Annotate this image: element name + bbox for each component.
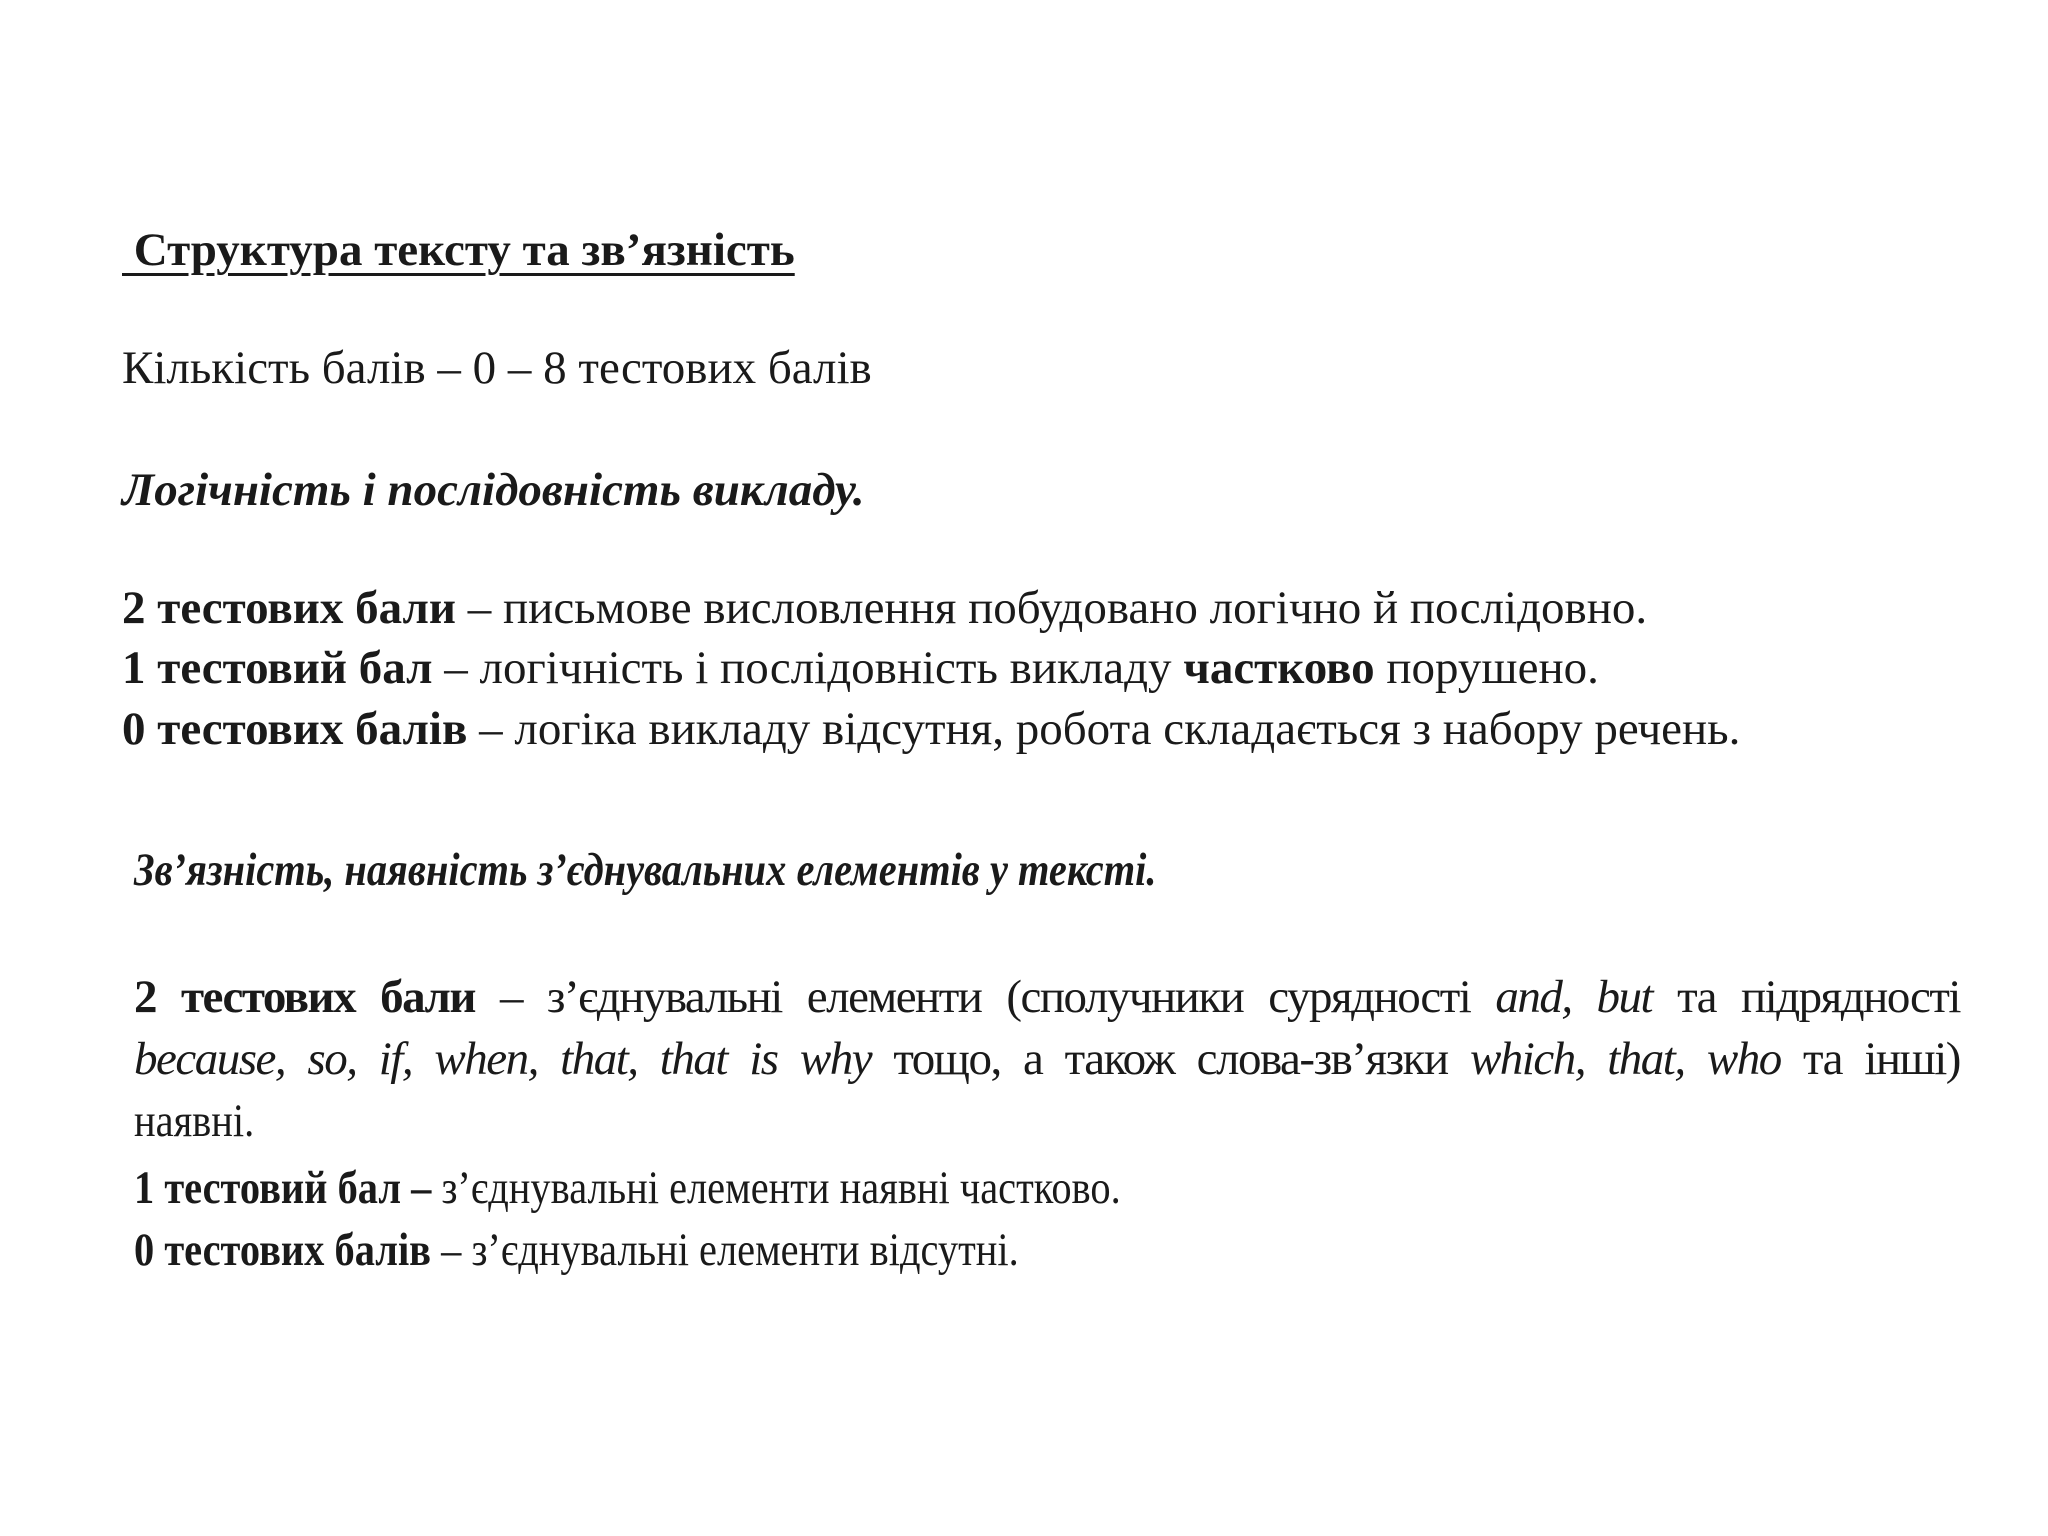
criterion-row (122, 580, 1647, 636)
criterion-score-word: бали (380, 971, 475, 1023)
criterion-score: 1 тестовий бал (122, 642, 433, 694)
paragraph-word: слова-зв’язки (1196, 1033, 1448, 1085)
criterion-score-word: тестових (180, 971, 356, 1023)
criterion-text: порушено. (1374, 642, 1599, 694)
example-word: if, (378, 1033, 413, 1085)
paragraph-line (134, 1028, 1960, 1090)
criterion-text: – з’єднувальні елементи відсутні. (431, 1224, 1019, 1276)
example-word: because, (134, 1033, 286, 1085)
example-word: that, (1607, 1033, 1685, 1085)
paragraph-line: наявні. (134, 1095, 255, 1147)
criterion-score-word: 2 (134, 971, 156, 1023)
example-word: that (659, 1033, 727, 1085)
example-word: is (749, 1033, 778, 1085)
criterion-score: 0 тестових балів (122, 703, 468, 755)
criterion-emphasis: частково (1183, 642, 1375, 694)
example-word: so, (307, 1033, 357, 1085)
score-line: Кількість балів – 0 – 8 тестових балів (122, 342, 872, 394)
paragraph-word: з’єднувальні (546, 971, 782, 1023)
criterion-text: – письмове висловлення побудовано логічно й послідовно. (456, 582, 1648, 634)
example-word: but (1596, 971, 1653, 1023)
section-heading-coherence: Зв’язність, наявність з’єднувальних елементів у тексті. (134, 844, 1157, 896)
example-word: why (799, 1033, 872, 1085)
paragraph-word: а (1023, 1033, 1043, 1085)
example-word: who (1706, 1033, 1781, 1085)
section-heading-logic: Логічність і послідовність викладу. (122, 464, 865, 516)
criterion-row (134, 1222, 1019, 1278)
coherence-paragraph (134, 966, 1960, 1152)
paragraph-word: підрядності (1741, 971, 1960, 1023)
criterion-score: 0 тестових балів (134, 1224, 432, 1276)
paragraph-line (134, 966, 1960, 1028)
criterion-text: – логіка викладу відсутня, робота складається з набору речень. (467, 703, 1741, 755)
criterion-score: 2 тестових бали (122, 582, 457, 634)
paragraph-word: інші) (1864, 1033, 1960, 1085)
example-word: which, (1469, 1033, 1585, 1085)
paragraph-word: – (499, 971, 522, 1023)
criterion-row (134, 1160, 1121, 1216)
example-word: that, (560, 1033, 638, 1085)
example-word: when, (434, 1033, 538, 1085)
criterion-text: з’єднувальні елементи наявні частково. (431, 1162, 1121, 1214)
paragraph-word: сурядності (1268, 971, 1471, 1023)
example-word: and, (1495, 971, 1572, 1023)
paragraph-word: (сполучники (1006, 971, 1244, 1023)
criterion-text: – логічність і послідовність викладу (432, 642, 1184, 694)
paragraph-word: та (1803, 1033, 1843, 1085)
paragraph-word: та (1677, 971, 1717, 1023)
criterion-row (122, 701, 1740, 757)
paragraph-word: елементи (806, 971, 982, 1023)
criterion-row (122, 640, 1599, 696)
paragraph-word: тощо, (893, 1033, 1001, 1085)
page-title: Структура тексту та зв’язність (122, 224, 795, 276)
paragraph-word: також (1064, 1033, 1175, 1085)
criterion-score: 1 тестовий бал – (134, 1162, 432, 1214)
